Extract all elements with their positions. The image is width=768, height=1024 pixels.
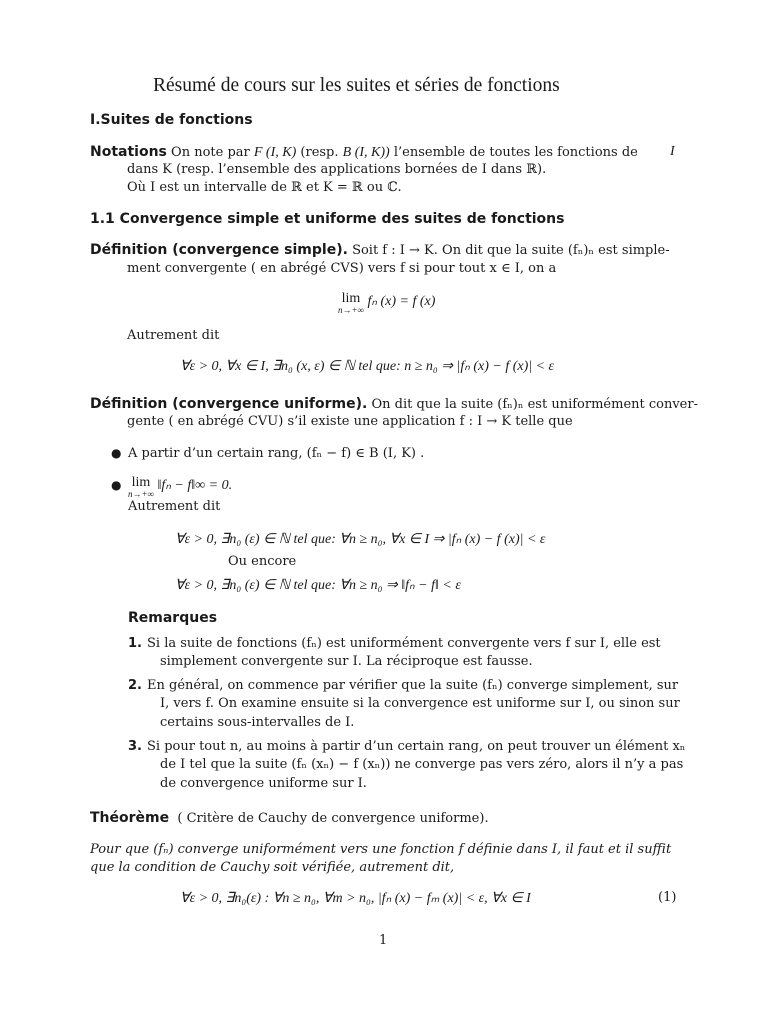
remarque-1-number: 1. (128, 636, 142, 651)
remarque-2-line-3: certains sous-intervalles de I. (160, 715, 355, 730)
remarque-1-line-1: Si la suite de fonctions (fₙ) est uniformément convergente vers f sur I, elle est (147, 636, 661, 651)
remarque-3-number: 3. (128, 739, 142, 754)
def-uniforme-ou-encore: Ou encore (228, 554, 297, 569)
notations-line-1 (90, 144, 638, 161)
def-uniforme-line-1 (90, 396, 698, 412)
def-simple-autrement: Autrement dit (127, 328, 220, 343)
remarque-3-line-3: de convergence uniforme sur I. (160, 776, 367, 791)
def-simple-formula (338, 292, 435, 315)
section-heading-convergence: 1.1 Convergence simple et uniforme des suites de fonctions (90, 211, 565, 227)
def-simple-line-1 (90, 242, 670, 258)
def-uniforme-bullet-1: A partir d’un certain rang, (fₙ − f) ∈ B (I, K) . (128, 446, 425, 461)
notations-line-2: dans K (resp. l’ensemble des applications bornées de I dans ℝ). (127, 162, 547, 177)
def-uniforme-formula-1: ∀ε > 0, ∃n₀ (ε) ∈ ℕ tel que: ∀n ≥ n₀, ∀x ∈ I ⇒ |fₙ (x) − f (x)| < ε (175, 532, 546, 547)
remarques-heading: Remarques (128, 610, 218, 626)
remarque-1-line-2: simplement convergente sur I. La réciproque est fausse. (160, 654, 533, 669)
bullet-dot-1: ● (111, 446, 122, 460)
notations-line-3: Où I est un intervalle de ℝ et K = ℝ ou ℂ. (127, 180, 402, 195)
theoreme-formula: ∀ε > 0, ∃n₀(ε) : ∀n ≥ n₀, ∀m > n₀, |fₙ (x) − fₘ (x)| < ε, ∀x ∈ I (180, 891, 531, 906)
remarque-2-line-2: I, vers f. On examine ensuite si la convergence est uniforme sur I, ou sinon sur (160, 696, 680, 711)
lim-subscript: n→+∞ (338, 305, 364, 315)
remarque-2-number: 2. (128, 678, 142, 693)
theoreme-label: Théorème (90, 810, 170, 826)
theoreme-statement-2: que la condition de Cauchy soit vérifiée, autrement dit, (90, 860, 455, 875)
remarque-3-line-1: Si pour tout n, au moins à partir d’un certain rang, on peut trouver un élément xₙ (147, 739, 686, 754)
def-uniforme-bullet-2 (128, 476, 232, 499)
theoreme-line (90, 810, 489, 826)
equation-number: (1) (658, 890, 677, 905)
def-uniforme-text-1: On dit que la suite (fₙ)ₙ est uniformément conver- (371, 397, 698, 412)
def-uniforme-label: Définition (convergence uniforme). (90, 396, 368, 412)
notations-text-c: (resp. (300, 145, 339, 160)
lim-operator-2: lim (131, 475, 151, 490)
def-simple-line-2: ment convergente ( en abrégé CVS) vers f si pour tout x ∈ I, on a (127, 261, 557, 276)
notations-text-e: l’ensemble de toutes les fonctions de (393, 145, 638, 160)
notations-math-f: F (I, K) (253, 145, 297, 160)
notations-math-b: B (I, K)) (342, 145, 390, 160)
lim-subscript-2: n→+∞ (128, 489, 154, 499)
def-uniforme-autrement: Autrement dit (128, 499, 221, 514)
theoreme-statement-1: Pour que (fₙ) converge uniformément vers une fonction f définie dans I, il faut et il suffit (90, 842, 672, 857)
notations-text-a: On note par (171, 145, 250, 160)
def-simple-formula-rest: fₙ (x) = f (x) (367, 294, 436, 309)
def-uniforme-line-2: gente ( en abrégé CVU) s’il existe une application f : I → K telle que (127, 414, 573, 429)
def-uniforme-bullet-2-rest: ‖fₙ − f‖∞ = 0. (157, 478, 233, 493)
def-uniforme-formula-2: ∀ε > 0, ∃n₀ (ε) ∈ ℕ tel que: ∀n ≥ n₀ ⇒ ‖fₙ − f‖ < ε (175, 578, 461, 593)
def-simple-label: Définition (convergence simple). (90, 242, 348, 258)
def-simple-text-1: Soit f : I → K. On dit que la suite (fₙ)ₙ est simple- (352, 243, 670, 258)
remarque-3-line-2: de I tel que la suite (fₙ (xₙ) − f (xₙ)) ne converge pas vers zéro, alors il n’y a pas (160, 757, 684, 772)
theoreme-rest: ( Critère de Cauchy de convergence uniforme). (177, 811, 489, 826)
remarque-2-line-1: En général, on commence par vérifier que la suite (fₙ) converge simplement, sur (147, 678, 679, 693)
notations-math-i: I (670, 144, 675, 159)
bullet-dot-2: ● (111, 478, 122, 492)
section-heading-suites: I.Suites de fonctions (90, 112, 253, 128)
notations-label: Notations (90, 144, 167, 160)
lim-operator: lim (341, 291, 361, 306)
page-title: Résumé de cours sur les suites et séries de fonctions (153, 75, 560, 96)
def-simple-formula-2: ∀ε > 0, ∀x ∈ I, ∃n₀ (x, ε) ∈ ℕ tel que: n ≥ n₀ ⇒ |fₙ (x) − f (x)| < ε (180, 359, 555, 374)
page-number: 1 (379, 933, 388, 948)
